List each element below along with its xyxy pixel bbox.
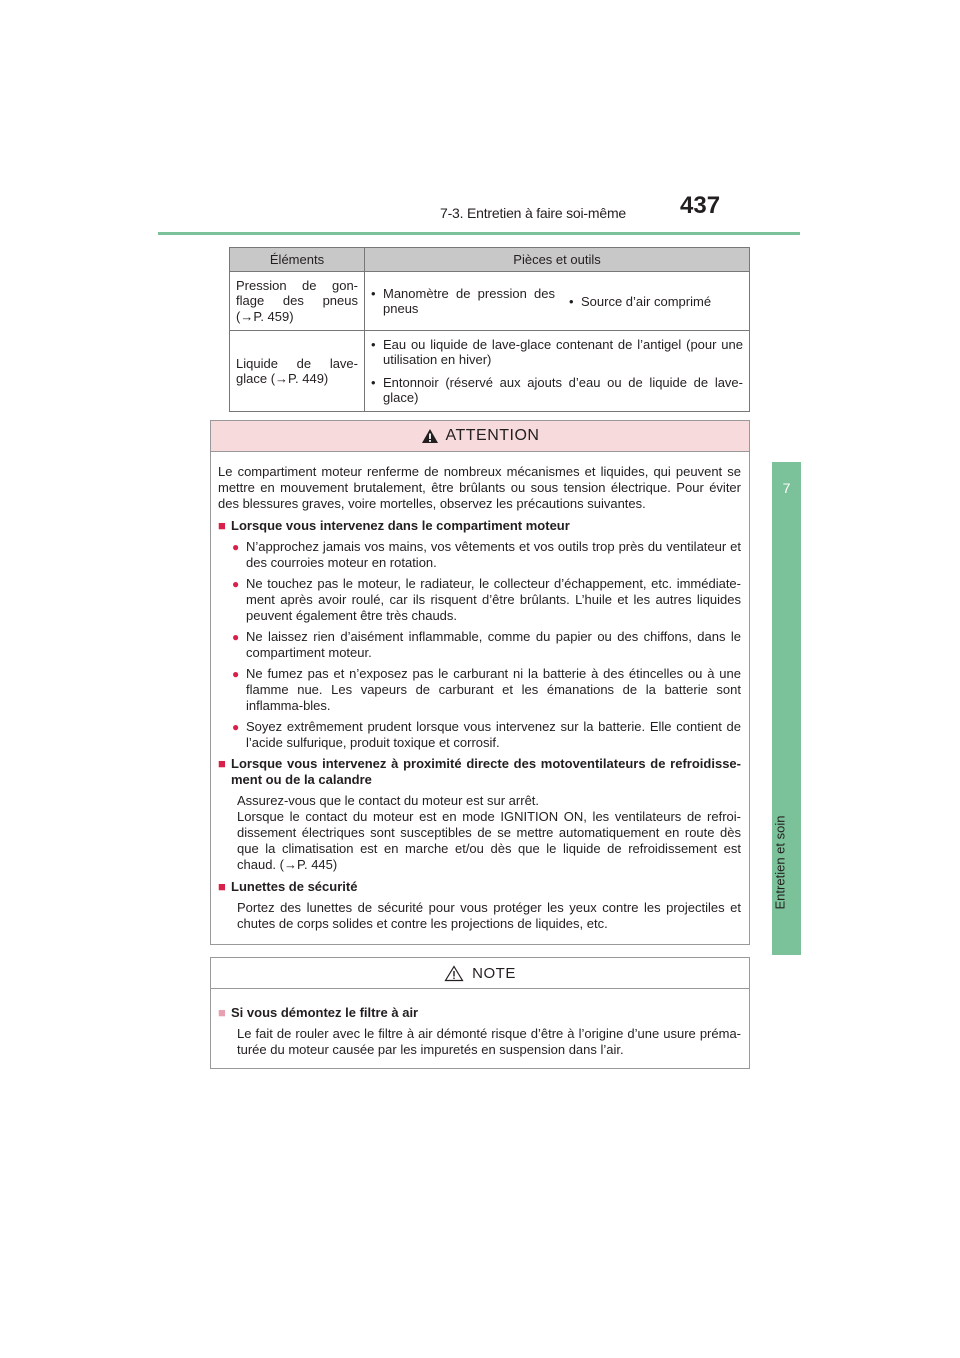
list-item: • Manomètre de pression des pneus (371, 285, 555, 316)
list-item: ● Ne fumez pas et n’exposez pas le carburant ni la batterie à des étincelles ou à une flamme nue. Les vapeurs de carburant et les émanations de la batterie sont inflamma-bles. (232, 666, 741, 713)
note-heading: ■ Si vous démontez le filtre à air (218, 1005, 419, 1020)
warning-triangle-icon (421, 428, 439, 444)
table-cell-tools (365, 330, 750, 411)
section-title: 7-3. Entretien à faire soi-même (440, 205, 626, 221)
table-cell-tools (365, 272, 750, 331)
attention-heading: ■ Lorsque vous intervenez à proximité directe des motoventilateurs de refroidisse-ment ou de la calandre (218, 756, 741, 787)
table-cell-element: Pression de gon-flage des pneus (→P. 459) (230, 272, 365, 331)
caution-outline-icon (444, 965, 464, 982)
note-body (211, 989, 749, 1058)
attention-text: Assurez-vous que le contact du moteur est sur arrêt. (237, 793, 540, 808)
square-bullet-icon: ■ (218, 1005, 226, 1020)
table-header-elements: Éléments (230, 248, 365, 272)
note-box (210, 957, 750, 1069)
tools-table (229, 247, 750, 412)
attention-intro: Le compartiment moteur renferme de nombreux mécanismes et liquides, qui peuvent se mettre en mouvement brutalement, être brûlants ou sous tension électrique. Pour éviter des blessures graves, voire mortelles, observez les précautions suivantes. (218, 464, 741, 511)
attention-heading: ■ Lorsque vous intervenez dans le compartiment moteur (218, 518, 570, 533)
table-cell-element: Liquide de lave-glace (→P. 449) (230, 330, 365, 411)
list-item: ● Ne laissez rien d’aisément inflammable, comme du papier ou des chiffons, dans le compartiment moteur. (232, 629, 741, 660)
circle-bullet-icon: ● (232, 720, 240, 734)
attention-header (211, 421, 749, 452)
table-header-row (230, 248, 750, 272)
table-header-tools: Pièces et outils (365, 248, 750, 272)
table-row (230, 330, 750, 411)
circle-bullet-icon: ● (232, 540, 240, 554)
list-item: ● N’approchez jamais vos mains, vos vêtements et vos outils trop près du ventilateur et des courroies moteur en rotation. (232, 539, 741, 570)
list-item: ● Soyez extrêmement prudent lorsque vous intervenez sur la batterie. Elle contient de l’acide sulfurique, produit toxique et corrosif. (232, 719, 741, 750)
attention-heading: ■ Lunettes de sécurité (218, 879, 358, 894)
attention-body (211, 452, 749, 932)
chapter-label: Entretien et soin (772, 815, 788, 910)
list-item: • Source d’air comprimé (569, 293, 712, 309)
attention-text: Portez des lunettes de sécurité pour vous protéger les yeux contre les projectiles et chutes de corps solides et contre les projections de liquides, etc. (237, 900, 741, 931)
square-bullet-icon: ■ (218, 879, 226, 894)
attention-text: Lorsque le contact du moteur est en mode IGNITION ON, les ventilateurs de refroi-dissement électriques sont susceptibles de se mettre automatiquement en route dès que la climatisation est en marche et/ou dès que le liquide de refroidissement est chaud. (→P. 445) (237, 809, 741, 872)
attention-box (210, 420, 750, 945)
list-item: • Entonnoir (réservé aux ajouts d’eau ou de liquide de lave-glace) (371, 374, 743, 405)
square-bullet-icon: ■ (218, 756, 226, 771)
note-header (211, 958, 749, 989)
page-number: 437 (680, 192, 721, 219)
square-bullet-icon: ■ (218, 518, 226, 533)
header-rule (158, 232, 800, 235)
note-text: Le fait de rouler avec le filtre à air démonté risque d’être à l’origine d’une usure préma-turée du moteur causée par les impuretés en suspension dans l’air. (237, 1026, 741, 1057)
circle-bullet-icon: ● (232, 667, 240, 681)
attention-title: ATTENTION (445, 427, 540, 444)
list-item: ● Ne touchez pas le moteur, le radiateur, le collecteur d’échappement, etc. immédiate-ment après avoir roulé, car ils risquent d’être brûlants. L’huile et les autres liquides peuvent également être très chauds. (232, 576, 741, 623)
circle-bullet-icon: ● (232, 577, 240, 591)
list-item: • Eau ou liquide de lave-glace contenant de l’antigel (pour une utilisation en hiver) (371, 336, 743, 368)
note-title: NOTE (472, 964, 516, 982)
table-row (230, 272, 750, 331)
chapter-number: 7 (782, 480, 791, 496)
circle-bullet-icon: ● (232, 630, 240, 644)
